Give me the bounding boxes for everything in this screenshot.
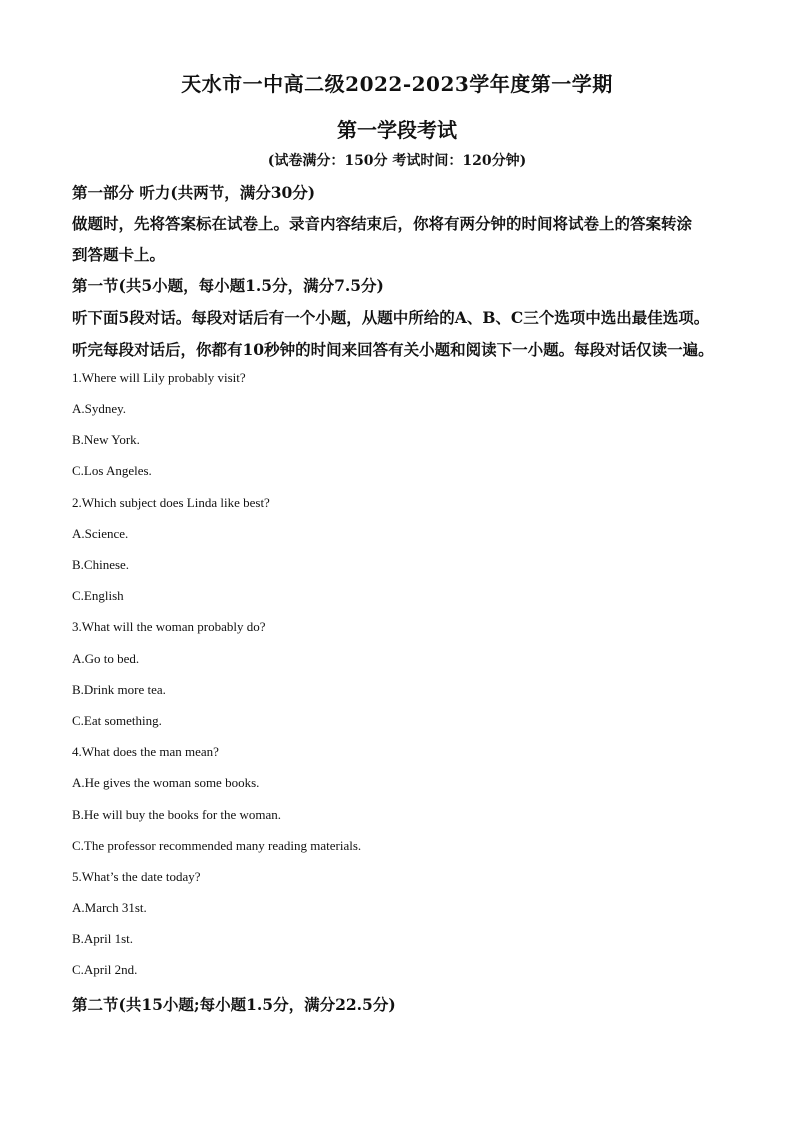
exam-info: (试卷满分：150分 考试时间：120分钟) — [267, 153, 527, 169]
question-3-option-a: A.Go to bed. — [72, 651, 140, 666]
question-3: 3.What will the woman probably do? — [72, 619, 266, 634]
exam-title: 天水市一中高二级2022-2023学年度第一学期 — [181, 72, 613, 96]
question-4-option-b: B.He will buy the books for the woman. — [72, 807, 282, 822]
question-4-option-c: C.The professor recommended many reading materials. — [72, 838, 362, 853]
question-4: 4.What does the man mean? — [72, 744, 219, 759]
question-1: 1.Where will Lily probably visit? — [72, 370, 246, 385]
question-2-option-b: B.Chinese. — [72, 557, 130, 572]
question-5-option-a: A.March 31st. — [72, 900, 147, 915]
part1-instruction-line1: 做题时，先将答案标在试卷上。录音内容结束后，你将有两分钟的时间将试卷上的答案转涂 — [72, 214, 693, 233]
section1-instruction-line1: 听下面5段对话。每段对话后有一个小题，从题中所给的A、B、C三个选项中选出最佳选项。 — [72, 308, 710, 327]
question-2-option-a: A.Science. — [72, 526, 129, 541]
question-1-option-b: B.New York. — [72, 432, 140, 447]
exam-subtitle: 第一学段考试 — [337, 118, 457, 142]
question-1-option-c: C.Los Angeles. — [72, 463, 152, 478]
section1-instruction-line2: 听完每段对话后，你都有10秒钟的时间来回答有关小题和阅读下一小题。每段对话仅读一遍。 — [72, 340, 714, 359]
question-5-option-b: B.April 1st. — [72, 931, 134, 946]
question-1-option-a: A.Sydney. — [72, 401, 127, 416]
question-2: 2.Which subject does Linda like best? — [72, 495, 270, 510]
part1-heading: 第一部分 听力(共两节，满分30分) — [72, 183, 316, 202]
question-4-option-a: A.He gives the woman some books. — [72, 775, 260, 790]
question-2-option-c: C.English — [72, 588, 124, 603]
question-3-option-c: C.Eat something. — [72, 713, 162, 728]
question-5: 5.What’s the date today? — [72, 869, 201, 884]
section2-heading: 第二节(共15小题;每小题1.5分，满分22.5分) — [72, 995, 396, 1014]
question-5-option-c: C.April 2nd. — [72, 962, 138, 977]
part1-instruction-line2: 到答题卡上。 — [72, 245, 166, 264]
question-3-option-b: B.Drink more tea. — [72, 682, 166, 697]
section1-heading: 第一节(共5小题，每小题1.5分，满分7.5分) — [72, 276, 384, 295]
